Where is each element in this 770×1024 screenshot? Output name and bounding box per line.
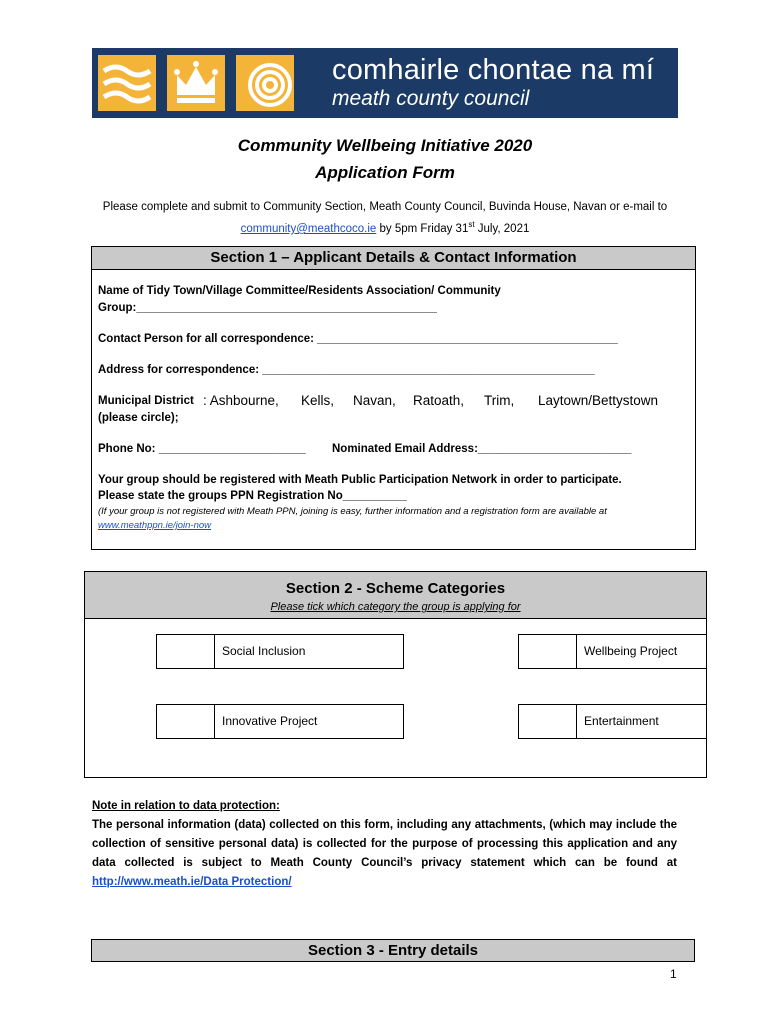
category-innovative-project bbox=[156, 704, 404, 739]
ppn-note: (If your group is not registered with Meath PPN, joining is easy, further information and a registration form are available at bbox=[98, 506, 607, 517]
email-address-field[interactable]: Nominated Email Address:________________________ bbox=[332, 443, 632, 455]
innovative-project-label: Innovative Project bbox=[222, 714, 318, 728]
page-number: 1 bbox=[670, 967, 677, 981]
municipal-district-label: Municipal District bbox=[98, 395, 194, 407]
data-protection-text: The personal information (data) collected on this form, including any attachments, (which may include the collection of sensitive personal data) is collected for the purpose of processing this application and any data collected is subject to Meath County Council’s privacy statement which can be found at bbox=[92, 819, 677, 869]
data-protection-body bbox=[92, 816, 677, 892]
data-protection-heading: Note in relation to data protection: bbox=[92, 800, 280, 812]
district-option-kells[interactable]: Kells, bbox=[301, 393, 335, 408]
section-1-box bbox=[91, 246, 696, 550]
social-inclusion-checkbox[interactable] bbox=[157, 635, 215, 668]
privacy-statement-link[interactable]: http://www.meath.ie/Data Protection/ bbox=[92, 876, 292, 888]
community-email-link[interactable]: community@meathcoco.ie bbox=[240, 222, 377, 235]
innovative-project-checkbox[interactable] bbox=[157, 705, 215, 738]
section-3-heading: Section 3 - Entry details bbox=[91, 939, 695, 962]
data-protection-note bbox=[92, 797, 677, 892]
council-english-name: meath county council bbox=[332, 87, 530, 110]
ppn-registration-field[interactable]: Please state the groups PPN Registration No__________ bbox=[98, 490, 407, 502]
intro-deadline: by 5pm Friday 31 bbox=[376, 222, 469, 235]
wellbeing-project-checkbox[interactable] bbox=[519, 635, 577, 668]
address-field[interactable]: Address for correspondence: ____________________________________________________ bbox=[98, 364, 595, 376]
section-1-heading: Section 1 – Applicant Details & Contact Information bbox=[92, 247, 695, 270]
category-wellbeing-project bbox=[518, 634, 707, 669]
section-2-subheading: Please tick which category the group is applying for bbox=[270, 601, 521, 613]
section-2-header bbox=[85, 572, 706, 619]
spiral-icon bbox=[236, 55, 294, 111]
social-inclusion-label: Social Inclusion bbox=[222, 644, 306, 658]
district-option-trim[interactable]: Trim, bbox=[484, 393, 515, 408]
waves-icon bbox=[98, 55, 156, 111]
category-social-inclusion bbox=[156, 634, 404, 669]
ppn-requirement: Your group should be registered with Meath Public Participation Network in order to participate. bbox=[98, 474, 622, 486]
section-2-box bbox=[84, 571, 707, 778]
wellbeing-project-label: Wellbeing Project bbox=[584, 644, 678, 658]
district-option-navan[interactable]: Navan, bbox=[353, 393, 396, 408]
crown-icon bbox=[167, 55, 225, 111]
district-option-laytown[interactable]: Laytown/Bettystown bbox=[538, 393, 659, 408]
intro-prefix: Please complete and submit to Community Section, Meath County Council, Buvinda House, Navan or e-mail to bbox=[102, 201, 668, 213]
district-option-ratoath[interactable]: Ratoath, bbox=[413, 393, 465, 408]
ppn-join-link[interactable]: www.meathppn.ie/join-now bbox=[98, 520, 212, 531]
group-name-label: Name of Tidy Town/Village Committee/Residents Association/ Community bbox=[98, 285, 501, 297]
form-title: Community Wellbeing Initiative 2020 bbox=[237, 136, 533, 155]
district-option-ashbourne[interactable]: : Ashbourne, bbox=[203, 393, 279, 408]
entertainment-label: Entertainment bbox=[584, 714, 659, 728]
council-irish-name: comhairle chontae na mí bbox=[332, 54, 655, 86]
intro-deadline-end: July, 2021 bbox=[474, 222, 530, 235]
contact-person-field[interactable]: Contact Person for all correspondence: _______________________________________________ bbox=[98, 333, 618, 345]
entertainment-checkbox[interactable] bbox=[519, 705, 577, 738]
section-2-heading: Section 2 - Scheme Categories bbox=[285, 580, 506, 597]
category-entertainment bbox=[518, 704, 707, 739]
form-subtitle: Application Form bbox=[315, 163, 455, 182]
group-name-field[interactable]: Group:_______________________________________________ bbox=[98, 302, 437, 314]
phone-field[interactable]: Phone No: _______________________ bbox=[98, 443, 306, 455]
council-banner bbox=[92, 48, 678, 118]
district-hint: (please circle); bbox=[98, 412, 179, 424]
date-suffix: st bbox=[468, 220, 475, 229]
intro-text bbox=[95, 199, 675, 238]
